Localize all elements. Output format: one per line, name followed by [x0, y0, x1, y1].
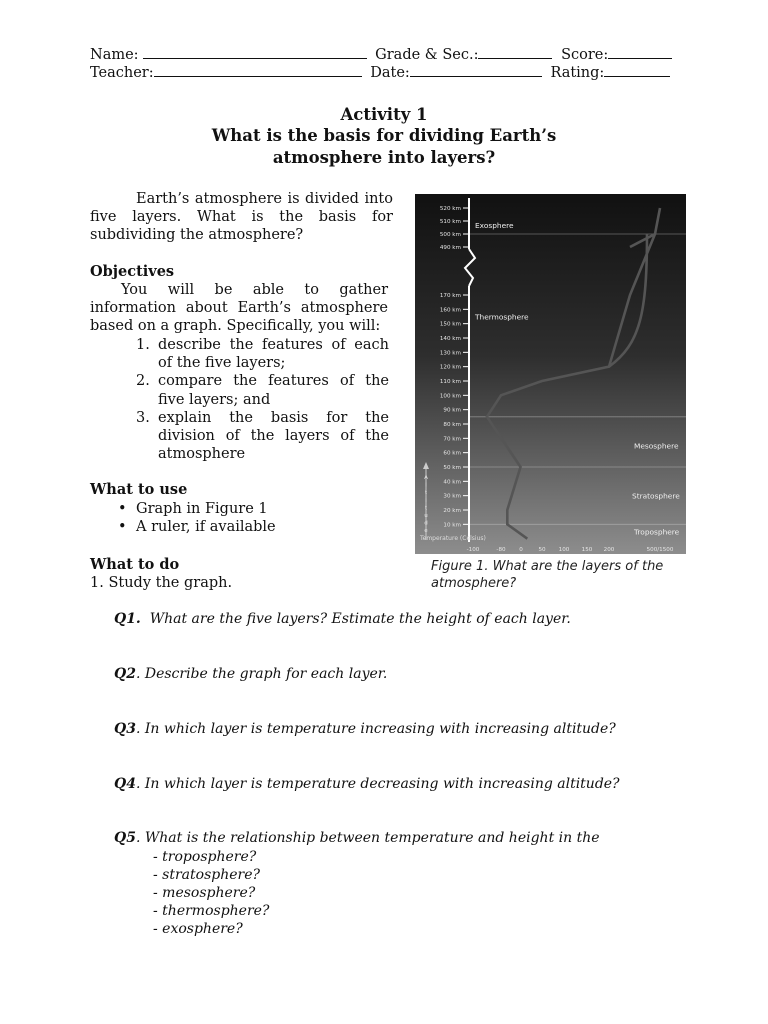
- rating-label: Rating:: [550, 65, 605, 81]
- layer-label: Mesosphere: [634, 441, 679, 451]
- question-4: Q4. In which layer is temperature decreasing with increasing altitude?: [114, 776, 620, 792]
- altitude-tick-label: 490 km: [439, 245, 461, 251]
- rating-field[interactable]: [604, 64, 670, 77]
- altitude-tick-label: 10 km: [443, 522, 461, 529]
- grade-label: Grade & Sec.:: [375, 47, 479, 63]
- temperature-tick-label: 500/1500: [646, 547, 674, 553]
- question-2: Q2. Describe the graph for each layer.: [114, 666, 388, 682]
- altitude-tick-label: 500 km: [439, 232, 461, 238]
- layer-label: Thermosphere: [475, 312, 529, 322]
- q5-sub-item: - stratosphere?: [153, 867, 261, 883]
- material-item: • Graph in Figure 1: [114, 500, 276, 518]
- grade-field[interactable]: [478, 46, 552, 59]
- altitude-tick-label: 20 km: [443, 507, 461, 514]
- altitude-letter: t: [424, 505, 428, 512]
- altitude-letter: d: [424, 520, 428, 527]
- altitude-tick-label: 140 km: [439, 335, 461, 342]
- altitude-tick-label: 30 km: [443, 493, 461, 500]
- altitude-tick-label: 170 km: [439, 293, 461, 299]
- header-row-2: [90, 64, 670, 82]
- what-to-use-heading: What to use: [90, 481, 188, 498]
- altitude-tick-label: 80 km: [443, 421, 461, 428]
- objective-item: 3. explain the basis for the division of the layers of the atmosphere: [136, 409, 389, 463]
- step-1: 1. Study the graph.: [90, 575, 233, 591]
- date-label: Date:: [370, 65, 410, 81]
- materials-list: [114, 500, 276, 536]
- altitude-tick-label: 520 km: [439, 206, 461, 212]
- teacher-label: Teacher:: [90, 65, 154, 81]
- q5-sublist: [153, 848, 269, 938]
- header-row-1: [90, 46, 672, 64]
- teacher-field[interactable]: [154, 64, 362, 77]
- title-line-1: What is the basis for dividing Earth’s: [211, 126, 557, 145]
- question-5: Q5. What is the relationship between temperature and height in the: [114, 830, 600, 846]
- altitude-tick-label: 90 km: [443, 407, 461, 414]
- temperature-tick-label: 150: [581, 547, 593, 553]
- temperature-tick-label: -100: [466, 547, 480, 553]
- question-1: Q1. What are the five layers? Estimate the height of each layer.: [114, 611, 571, 627]
- atmosphere-graph: [415, 194, 686, 554]
- altitude-letter: i: [425, 497, 427, 504]
- altitude-tick-label: 510 km: [439, 219, 461, 225]
- altitude-tick-label: 110 km: [439, 378, 461, 385]
- altitude-tick-label: 60 km: [443, 450, 461, 457]
- layer-label: Exosphere: [475, 220, 514, 230]
- name-field[interactable]: [143, 46, 367, 59]
- temperature-tick-label: -80: [496, 547, 506, 553]
- objectives-text: You will be able to gather information about Earth’s atmosphere based on a graph. Specifically, you will:: [90, 282, 388, 335]
- figure-caption: Figure 1. What are the layers of the atmosphere?: [431, 559, 664, 591]
- altitude-tick-label: 70 km: [443, 436, 461, 443]
- title-line-2: atmosphere into layers?: [272, 148, 496, 167]
- q5-sub-item: - exosphere?: [153, 921, 243, 937]
- q5-sub-item: - troposphere?: [153, 849, 257, 865]
- altitude-letter: A: [424, 475, 428, 481]
- x-axis-label: Temperature (Celsius): [420, 535, 486, 542]
- date-field[interactable]: [410, 64, 542, 77]
- altitude-letter: t: [424, 490, 428, 497]
- temperature-tick-label: 200: [603, 547, 615, 553]
- layer-label: Stratosphere: [632, 491, 680, 501]
- altitude-tick-label: 120 km: [439, 364, 461, 371]
- altitude-letter: u: [424, 513, 428, 519]
- altitude-tick-label: 50 km: [443, 464, 461, 471]
- score-field[interactable]: [608, 46, 672, 59]
- temperature-tick-label: 50: [538, 547, 546, 553]
- q5-sub-item: - mesosphere?: [153, 885, 256, 901]
- name-label: Name:: [90, 47, 139, 63]
- altitude-tick-label: 130 km: [439, 350, 461, 357]
- temperature-tick-label: 100: [558, 547, 570, 553]
- objective-item: 2. compare the features of the five layers; and: [136, 373, 389, 408]
- score-label: Score:: [561, 47, 609, 63]
- activity-title: Activity 1: [340, 105, 428, 124]
- altitude-tick-label: 100 km: [439, 393, 461, 400]
- material-item: • A ruler, if available: [114, 518, 276, 536]
- intro-paragraph: Earth’s atmosphere is divided into five layers. What is the basis for subdividing the atmosphere?: [90, 191, 393, 244]
- objective-item: 1. describe the features of each of the five layers;: [136, 337, 389, 372]
- objectives-heading: Objectives: [90, 263, 175, 280]
- objectives-list: [136, 336, 389, 463]
- altitude-letter: e: [424, 528, 428, 535]
- q5-sub-item: - thermosphere?: [153, 903, 270, 919]
- temperature-tick-label: 0: [519, 547, 523, 553]
- what-to-do-heading: What to do: [90, 556, 180, 573]
- layer-label: Troposphere: [634, 527, 680, 537]
- altitude-tick-label: 160 km: [439, 307, 461, 314]
- altitude-tick-label: 40 km: [443, 479, 461, 486]
- question-3: Q3. In which layer is temperature increasing with increasing altitude?: [114, 721, 616, 737]
- altitude-tick-label: 150 km: [439, 321, 461, 328]
- altitude-letter: l: [425, 482, 427, 489]
